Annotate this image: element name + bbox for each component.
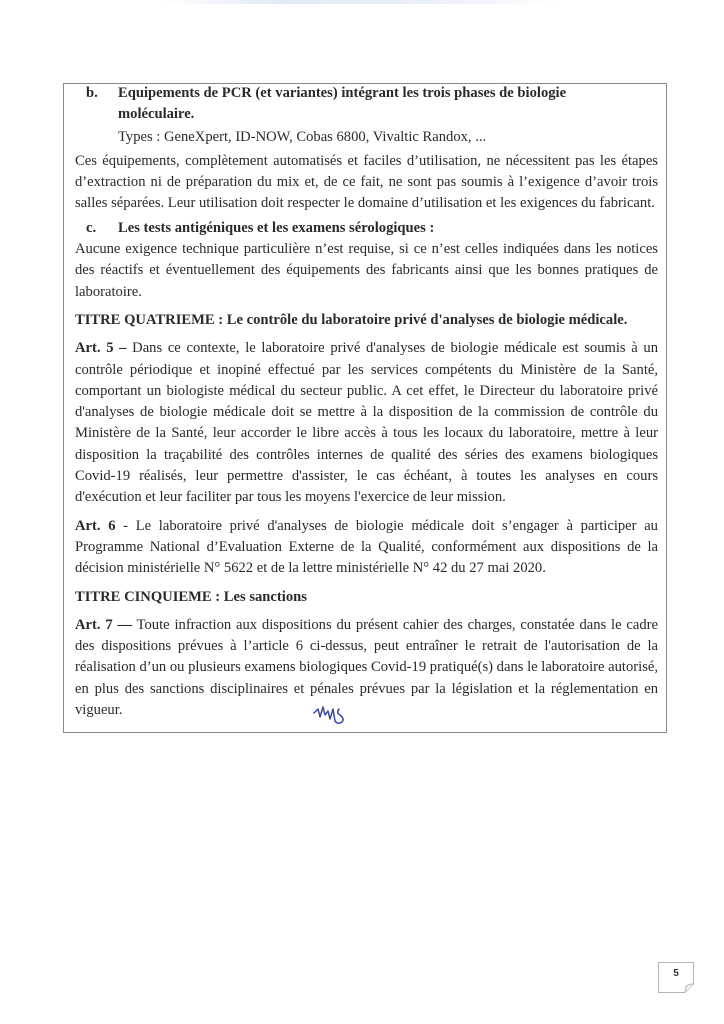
section-c-heading — [75, 218, 658, 239]
section-b-body: Ces équipements, complètement automatisés et faciles d’utilisation, ne nécessitent pas les étapes d’extraction ni de préparation du mix et, de ce fait, ne sont pas soumis à l’exigence d’avoir trois salles séparées. Leur utilisation doit respecter le domaine d’utilisation et les exigences du fabricant. — [75, 152, 658, 212]
article-6-label: Art. 6 — [75, 517, 116, 534]
article-5-text: Dans ce contexte, le laboratoire privé d'analyses de biologie médicale est soumis à un contrôle périodique et inopiné effectué par les services compétents du Ministère de la Santé, comportant un biologiste médical du secteur public. A cet effet, le Directeur du laboratoire privé d'analyses de biologie médicale doit se mettre à la disposition de la commission de contrôle du Ministère de la Santé, leur accorder le libre accès à tous les locaux du laboratoire, mettre à leur disposition la traçabilité des contrôles internes de qualité des séries des examens biologiques Covid-19 réalisés, leur permettre d'assister, le cas échéant, à toutes les analyses en cours d'exécution et leur faciliter par tous les moyens l'exercice de leur mission. — [75, 340, 659, 506]
section-c-body: Aucune exigence technique particulière n’est requise, si ce n’est celles indiquées dans les notices des réactifs et éventuellement des équipements des fabricants ainsi que les bonnes pratiques de laboratoire. — [75, 241, 658, 300]
page-number: 5 — [673, 968, 679, 979]
document-body — [75, 84, 658, 721]
titre-quatrieme: TITRE QUATRIEME : Le contrôle du laboratoire privé d'analyses de biologie médicale. — [75, 311, 628, 328]
section-b-letter: b. — [86, 85, 98, 101]
section-b-heading — [75, 83, 658, 126]
article-5 — [75, 338, 658, 508]
article-7 — [75, 615, 658, 721]
article-6-text: - Le laboratoire privé d'analyses de biologie médicale doit s’engager à participer au Programme National d’Evaluation Externe de la Qualité, conformément aux dispositions de la décision ministérielle N° 5622 et de la lettre ministérielle N° 42 du 27 mai 2020. — [75, 517, 658, 577]
section-c-title: Les tests antigéniques et les examens sérologiques : — [118, 219, 435, 236]
scan-bleed — [160, 0, 560, 4]
section-b-types: Types : GeneXpert, ID-NOW, Cobas 6800, Vivaltic Randox, ... — [118, 128, 487, 145]
article-7-label: Art. 7 — — [75, 616, 133, 633]
titre-cinquieme: TITRE CINQUIEME : Les sanctions — [75, 588, 307, 605]
article-7-text: Toute infraction aux dispositions du présent cahier des charges, constatée dans le cadre des dispositions prévues à l’article 6 ci-dessus, peut entraîner le retrait de l'autorisation de la réalisation d’un ou plusieurs examens biologiques Covid-19 pratiqué(s) dans le laboratoire autorisé, en plus des sanctions disciplinaires et pénales prévues par la législation et la réglementation en vigueur. — [75, 616, 658, 719]
signature-initials — [312, 703, 348, 729]
article-6 — [75, 516, 658, 580]
article-5-label: Art. 5 – — [75, 340, 127, 357]
section-c-letter: c. — [86, 219, 97, 236]
page-number-box — [658, 962, 694, 993]
section-b-title: Equipements de PCR (et variantes) intégrant les trois phases de biologie moléculaire. — [118, 85, 567, 123]
